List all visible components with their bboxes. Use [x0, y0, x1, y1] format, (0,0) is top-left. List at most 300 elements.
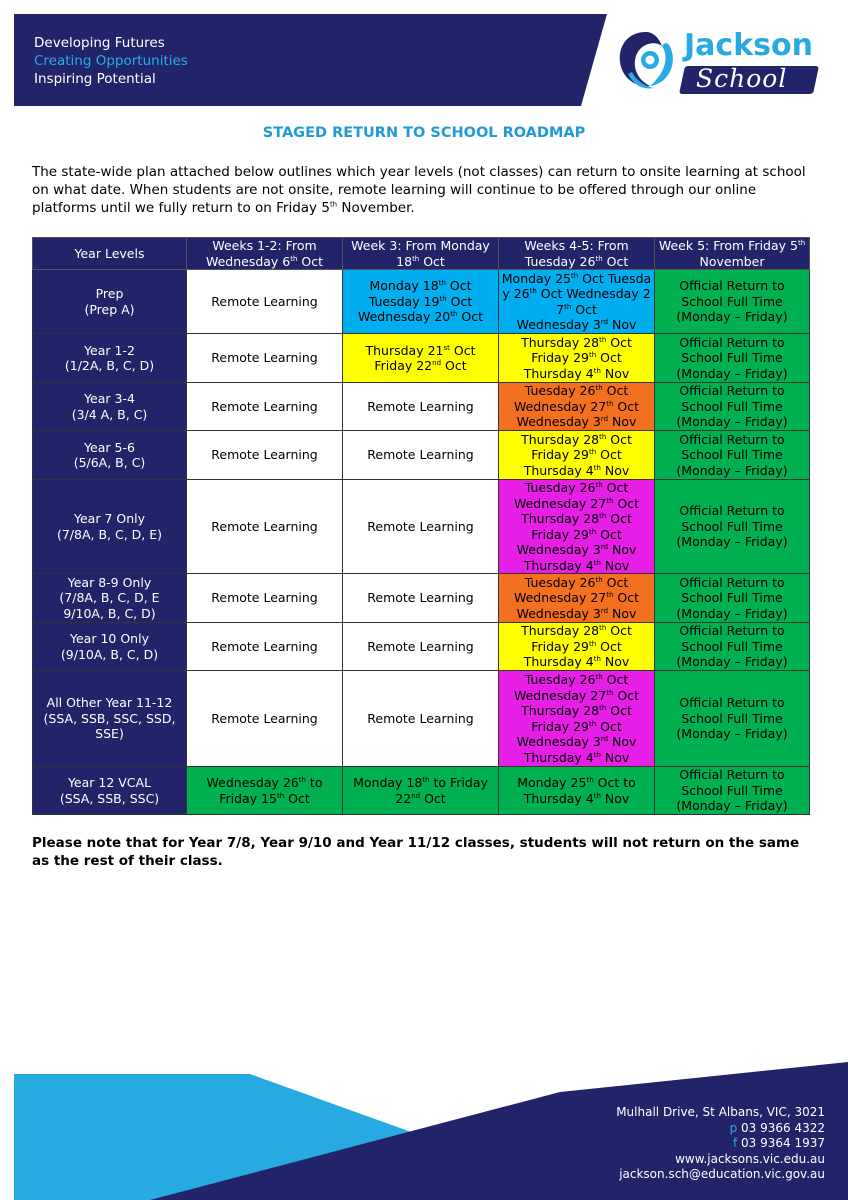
- ordinal-suffix: th: [438, 279, 446, 288]
- contact-phone: [616, 1121, 825, 1137]
- cell-text: (Monday – Friday): [676, 726, 788, 742]
- cell-text: Oct: [613, 687, 640, 703]
- schedule-line: [501, 463, 652, 479]
- cell-text: Oct: [457, 309, 484, 325]
- schedule-line: [501, 366, 652, 382]
- ordinal-suffix: th: [593, 791, 601, 800]
- ordinal-suffix: th: [593, 463, 601, 472]
- cell-text: School Full Time: [681, 447, 783, 463]
- cell-text: (Monday – Friday): [676, 798, 788, 814]
- ordinal-suffix: th: [599, 432, 607, 441]
- year-level-text: Year 10 Only: [70, 631, 149, 646]
- cell-text: Oct: [297, 253, 324, 269]
- cell-text: Wednesday 3: [516, 317, 601, 332]
- cell-text: Oct: [441, 358, 467, 373]
- cell-text: Tuesday 19: [368, 293, 440, 309]
- ordinal-suffix: st: [443, 343, 450, 352]
- cell-text: Oct: [606, 431, 632, 447]
- contact-email[interactable]: jackson.sch@education.vic.gov.au: [619, 1167, 825, 1181]
- fax-number: 03 9364 1937: [737, 1136, 825, 1150]
- cell-text: Remote Learning: [211, 398, 318, 414]
- cell-text: Remote Learning: [211, 710, 318, 726]
- schedule-line: [657, 503, 807, 519]
- year-level-text: Year 12 VCAL: [67, 775, 152, 790]
- cell-text: Remote Learning: [211, 590, 318, 606]
- schedule-line: [657, 447, 807, 463]
- year-level-cell: [33, 480, 187, 574]
- phone-prefix: p: [729, 1120, 738, 1135]
- cell-text: Remote Learning: [211, 350, 318, 366]
- year-level-cell: [33, 623, 187, 671]
- cell-text: Remote Learning: [211, 293, 318, 309]
- schedule-cell: [187, 270, 343, 334]
- contact-address: Mulhall Drive, St Albans, VIC, 3021: [616, 1105, 825, 1119]
- schedule-line: [345, 294, 496, 310]
- schedule-cell: [343, 623, 499, 671]
- cell-text: Remote Learning: [367, 447, 474, 463]
- cell-text: Thursday 28: [521, 511, 600, 526]
- cell-text: (Monday – Friday): [676, 365, 788, 381]
- cell-text: Thursday 4: [523, 749, 594, 765]
- ordinal-suffix: rd: [600, 415, 609, 424]
- cell-text: y 26: [502, 286, 530, 301]
- schedule-line: [189, 399, 340, 415]
- column-header-1: [187, 238, 343, 270]
- schedule-line: [657, 606, 807, 622]
- year-level-cell: [33, 383, 187, 431]
- table-row: [33, 431, 810, 480]
- logo-emblem-icon: [614, 28, 678, 94]
- schedule-line: [501, 383, 652, 399]
- cell-text: Thursday 4: [523, 790, 594, 806]
- schedule-cell: [655, 623, 810, 671]
- schedule-line: [501, 791, 652, 807]
- schedule-line: [345, 399, 496, 415]
- schedule-line: [501, 527, 652, 543]
- schedule-cell: [187, 431, 343, 480]
- year-level-text: (Prep A): [84, 301, 135, 317]
- cell-text: Oct: [606, 334, 632, 350]
- table-row: [33, 767, 810, 815]
- ordinal-suffix: th: [599, 511, 607, 520]
- cell-text: Oct: [613, 495, 640, 511]
- ordinal-suffix: th: [298, 775, 306, 784]
- cell-text: Official Return to: [679, 383, 785, 399]
- cell-text: Remote Learning: [367, 398, 474, 414]
- cell-text: Thursday 28: [521, 623, 600, 639]
- ordinal-suffix: rd: [600, 542, 609, 551]
- cell-text: Week 5: From Friday 5: [658, 238, 798, 253]
- schedule-line: [501, 703, 652, 719]
- cell-text: School Full Time: [681, 782, 783, 798]
- cell-text: Monday 25: [517, 775, 587, 790]
- ordinal-suffix: th: [439, 294, 447, 303]
- schedule-cell: [499, 334, 655, 383]
- cell-text: Remote Learning: [367, 518, 474, 534]
- schedule-line: [657, 432, 807, 448]
- schedule-line: [657, 798, 807, 814]
- tagline-line-3: Inspiring Potential: [34, 71, 156, 87]
- cell-text: Official Return to: [679, 503, 785, 519]
- schedule-line: [345, 447, 496, 463]
- schedule-line: [501, 432, 652, 448]
- cell-text: Oct: [420, 790, 446, 806]
- cell-text: Monday 18: [369, 278, 439, 294]
- table-row: [33, 383, 810, 431]
- cell-text: Year Levels: [74, 245, 145, 261]
- ordinal-suffix: th: [593, 366, 601, 375]
- ordinal-suffix: th: [588, 527, 597, 536]
- year-level-text: Prep: [95, 286, 124, 301]
- cell-text: Wednesday 3: [516, 542, 601, 557]
- table-row: [33, 334, 810, 383]
- cell-text: Thursday 4: [523, 365, 594, 381]
- cell-text: Oct: [571, 301, 597, 317]
- year-level-text: Year 7 Only: [74, 511, 145, 526]
- year-level-cell: [33, 574, 187, 623]
- page-title: STAGED RETURN TO SCHOOL ROADMAP: [262, 125, 586, 141]
- intro-text: The state-wide plan attached below outlines which year levels (not classes) can return to onsite learning at school on what date. When students are not onsite, remote learning will continue to be offered through our online platforms until we fully return to on Friday 5: [32, 164, 806, 216]
- year-level-cell: [33, 767, 187, 815]
- schedule-cell: [343, 383, 499, 431]
- cell-text: Oct: [602, 672, 629, 687]
- cell-text: Thursday 4: [523, 557, 594, 573]
- schedule-line: [657, 623, 807, 639]
- schedule-line: [345, 791, 496, 807]
- logo-subtitle: School: [696, 64, 788, 93]
- table-row: [33, 671, 810, 767]
- cell-text: Tuesday 26: [524, 383, 596, 399]
- cell-text: Wednesday 27: [513, 398, 607, 414]
- schedule-line: [501, 734, 652, 750]
- schedule-line: [657, 366, 807, 382]
- schedule-line: [501, 672, 652, 688]
- schedule-line: [189, 775, 340, 791]
- cell-text: Official Return to: [679, 431, 785, 447]
- schedule-line: [657, 575, 807, 591]
- ordinal-suffix: th: [529, 286, 537, 295]
- cell-text: Wednesday 3: [516, 734, 601, 749]
- table-body: [33, 270, 810, 815]
- schedule-cell: [343, 671, 499, 767]
- ordinal-suffix: th: [599, 703, 607, 712]
- cell-text: Wednesday 3: [516, 414, 601, 430]
- schedule-line: [657, 278, 807, 294]
- contact-fax: [616, 1136, 825, 1152]
- schedule-line: [657, 695, 807, 711]
- intro-paragraph: [32, 163, 822, 217]
- cell-text: School Full Time: [681, 398, 783, 414]
- schedule-cell: [499, 270, 655, 334]
- schedule-cell: [343, 480, 499, 574]
- schedule-line: [657, 335, 807, 351]
- schedule-cell: [187, 767, 343, 815]
- schedule-line: [345, 590, 496, 606]
- contact-website[interactable]: www.jacksons.vic.edu.au: [675, 1151, 825, 1166]
- ordinal-suffix: th: [606, 591, 614, 600]
- cell-text: Weeks 4-5: From Tuesday 26: [524, 238, 629, 269]
- schedule-cell: [499, 383, 655, 431]
- cell-text: to: [305, 775, 323, 790]
- cell-text: Official Return to: [679, 695, 785, 711]
- schedule-line: [501, 335, 652, 351]
- schedule-cell: [343, 767, 499, 815]
- schedule-cell: [655, 480, 810, 574]
- cell-text: Oct: [606, 703, 632, 718]
- phone-number: 03 9366 4322: [737, 1120, 825, 1135]
- schedule-cell: [499, 623, 655, 671]
- cell-text: 22: [395, 790, 412, 806]
- cell-text: Remote Learning: [367, 710, 474, 726]
- cell-text: Remote Learning: [211, 518, 318, 534]
- schedule-line: [501, 623, 652, 639]
- year-level-text: Year 3-4: [84, 391, 135, 406]
- ordinal-suffix: th: [599, 335, 607, 344]
- schedule-line: [189, 294, 340, 310]
- ordinal-suffix: th: [593, 558, 601, 567]
- schedule-cell: [343, 270, 499, 334]
- cell-text: Nov: [608, 414, 637, 430]
- ordinal-suffix: th: [588, 351, 597, 360]
- schedule-line: [501, 688, 652, 704]
- schedule-cell: [655, 270, 810, 334]
- fax-prefix: f: [732, 1136, 738, 1150]
- schedule-line: [657, 399, 807, 415]
- schedule-cell: [187, 480, 343, 574]
- ordinal-suffix: th: [595, 672, 603, 681]
- cell-text: Wednesday 27: [513, 687, 607, 703]
- cell-text: Oct: [284, 790, 310, 806]
- schedule-line: [657, 639, 807, 655]
- cell-text: Oct: [602, 253, 629, 269]
- ordinal-suffix: th: [797, 238, 806, 247]
- year-level-text: All Other Year 11-12: [46, 695, 173, 711]
- cell-text: November: [699, 253, 765, 269]
- ordinal-suffix: rd: [600, 734, 609, 743]
- ordinal-suffix: th: [606, 399, 614, 408]
- cell-text: Nov: [608, 734, 637, 749]
- schedule-line: [345, 343, 496, 359]
- schedule-line: [657, 383, 807, 399]
- cell-text: Wednesday 20: [357, 309, 451, 325]
- schedule-line: [501, 542, 652, 558]
- cell-text: Week 3: From Monday 18: [351, 238, 490, 269]
- cell-text: Remote Learning: [211, 638, 318, 654]
- column-header-2: [343, 238, 499, 270]
- cell-text: Remote Learning: [367, 638, 474, 654]
- year-level-text: (7/8A, B, C, D, E: [59, 590, 160, 606]
- cell-text: Oct Tuesda: [578, 270, 652, 286]
- cell-text: (Monday – Friday): [676, 414, 788, 430]
- year-level-text: (7/8A, B, C, D, E): [56, 526, 163, 542]
- year-level-text: (3/4 A, B, C): [71, 406, 148, 422]
- cell-text: Nov: [608, 605, 637, 621]
- schedule-line: [501, 447, 652, 463]
- ordinal-suffix: th: [588, 719, 597, 728]
- cell-text: Oct: [446, 293, 473, 309]
- ordinal-suffix: th: [290, 254, 298, 263]
- schedule-line: [501, 654, 652, 670]
- schedule-line: [501, 302, 652, 318]
- cell-text: Friday 15: [219, 790, 277, 806]
- cell-text: School Full Time: [681, 710, 783, 726]
- schedule-line: [501, 350, 652, 366]
- schedule-line: [501, 511, 652, 527]
- cell-text: Oct: [596, 526, 622, 542]
- cell-text: Friday 29: [531, 447, 589, 463]
- year-level-text: 9/10A, B, C, D): [63, 605, 156, 621]
- cell-text: School Full Time: [681, 590, 783, 606]
- cell-text: Monday 25: [501, 270, 571, 286]
- cell-text: Nov: [608, 317, 637, 332]
- cell-text: Thursday 4: [523, 654, 594, 670]
- schedule-line: [189, 350, 340, 366]
- schedule-line: [501, 286, 652, 302]
- schedule-cell: [499, 574, 655, 623]
- schedule-line: [189, 711, 340, 727]
- tagline-line-1: Developing Futures: [34, 35, 165, 51]
- schedule-line: [189, 639, 340, 655]
- ordinal-suffix: th: [586, 775, 594, 784]
- schedule-line: [345, 711, 496, 727]
- schedule-cell: [187, 334, 343, 383]
- schedule-line: [501, 558, 652, 574]
- column-header-3: [499, 238, 655, 270]
- intro-superscript: th: [329, 200, 338, 209]
- school-logo: [612, 26, 822, 96]
- year-level-text: (SSA, SSB, SSC, SSD, SSE): [43, 710, 176, 742]
- ordinal-suffix: nd: [432, 358, 442, 367]
- table-header-row: [33, 238, 810, 270]
- schedule-line: [657, 309, 807, 325]
- schedule-cell: [655, 574, 810, 623]
- cell-text: Oct: [419, 253, 445, 269]
- schedule-cell: [343, 574, 499, 623]
- schedule-line: [345, 519, 496, 535]
- cell-text: Monday 18: [353, 775, 423, 790]
- schedule-cell: [343, 431, 499, 480]
- schedule-line: [657, 711, 807, 727]
- cell-text: Tuesday 26: [524, 480, 596, 495]
- schedule-line: [501, 719, 652, 735]
- ordinal-suffix: th: [593, 750, 601, 759]
- cell-text: Official Return to: [679, 334, 785, 350]
- roadmap-table: [32, 237, 810, 815]
- cell-text: Remote Learning: [211, 447, 318, 463]
- cell-text: to Friday: [429, 775, 488, 790]
- note-text: Please note that for Year 7/8, Year 9/10 and Year 11/12 classes, students will not return on the same as the rest of their class.: [32, 835, 800, 869]
- cell-text: Oct: [613, 398, 640, 414]
- cell-text: Official Return to: [679, 767, 785, 783]
- ordinal-suffix: th: [595, 254, 603, 263]
- cell-text: Official Return to: [679, 278, 785, 294]
- schedule-line: [189, 519, 340, 535]
- cell-text: Oct: [602, 383, 629, 399]
- cell-text: Oct: [602, 574, 629, 590]
- cell-text: Friday 29: [531, 350, 589, 366]
- schedule-line: [657, 294, 807, 310]
- schedule-cell: [499, 767, 655, 815]
- ordinal-suffix: th: [595, 480, 603, 489]
- table-row: [33, 270, 810, 334]
- cell-text: Oct: [602, 480, 629, 495]
- intro-text-end: November.: [337, 200, 415, 216]
- cell-text: (Monday – Friday): [676, 309, 788, 325]
- year-level-text: (1/2A, B, C, D): [64, 358, 155, 373]
- year-level-cell: [33, 671, 187, 767]
- table-row: [33, 480, 810, 574]
- schedule-line: [501, 606, 652, 622]
- cell-text: Wednesday 27: [513, 590, 607, 606]
- ordinal-suffix: th: [606, 496, 614, 505]
- cell-text: Official Return to: [679, 623, 785, 639]
- cell-text: Thursday 28: [521, 431, 600, 447]
- cell-text: 7: [556, 301, 565, 317]
- year-level-text: Year 8-9 Only: [67, 574, 152, 590]
- schedule-line: [501, 317, 652, 333]
- schedule-line: [657, 590, 807, 606]
- cell-text: (Monday – Friday): [676, 534, 788, 550]
- schedule-cell: [187, 671, 343, 767]
- cell-text: Official Return to: [679, 574, 785, 590]
- schedule-line: [657, 463, 807, 479]
- ordinal-suffix: th: [564, 302, 572, 311]
- cell-text: Oct: [445, 278, 472, 294]
- schedule-line: [501, 480, 652, 496]
- cell-text: Thursday 4: [523, 462, 594, 478]
- contact-block: [616, 1105, 825, 1183]
- ordinal-suffix: th: [276, 791, 285, 800]
- cell-text: School Full Time: [681, 518, 783, 534]
- column-header-4: [655, 238, 810, 270]
- cell-text: Oct: [449, 342, 476, 358]
- tagline-line-2: Creating Opportunities: [34, 53, 188, 69]
- schedule-line: [657, 414, 807, 430]
- schedule-line: [501, 271, 652, 287]
- ordinal-suffix: th: [412, 254, 420, 263]
- cell-text: Oct Wednesday 2: [536, 286, 651, 301]
- cell-text: School Full Time: [681, 638, 783, 654]
- schedule-line: [189, 791, 340, 807]
- cell-text: Oct: [606, 511, 632, 526]
- cell-text: Oct: [596, 447, 622, 463]
- ordinal-suffix: th: [422, 775, 430, 784]
- ordinal-suffix: nd: [411, 791, 421, 800]
- schedule-line: [189, 447, 340, 463]
- tagline: [34, 34, 188, 88]
- schedule-line: [345, 309, 496, 325]
- ordinal-suffix: th: [571, 271, 579, 280]
- ordinal-suffix: rd: [600, 317, 609, 326]
- schedule-cell: [187, 623, 343, 671]
- cell-text: Thursday 28: [521, 703, 600, 718]
- schedule-cell: [655, 767, 810, 815]
- schedule-line: [345, 358, 496, 374]
- logo-wordmark: Jackson: [684, 28, 813, 63]
- cell-text: School Full Time: [681, 293, 783, 309]
- ordinal-suffix: th: [588, 448, 597, 457]
- cell-text: Nov: [600, 557, 630, 573]
- schedule-cell: [499, 431, 655, 480]
- schedule-line: [501, 750, 652, 766]
- schedule-cell: [655, 334, 810, 383]
- column-header-0: [33, 238, 187, 270]
- schedule-line: [501, 399, 652, 415]
- schedule-line: [657, 519, 807, 535]
- cell-text: Wednesday 27: [513, 495, 607, 511]
- year-level-cell: [33, 270, 187, 334]
- cell-text: Friday 29: [531, 718, 589, 734]
